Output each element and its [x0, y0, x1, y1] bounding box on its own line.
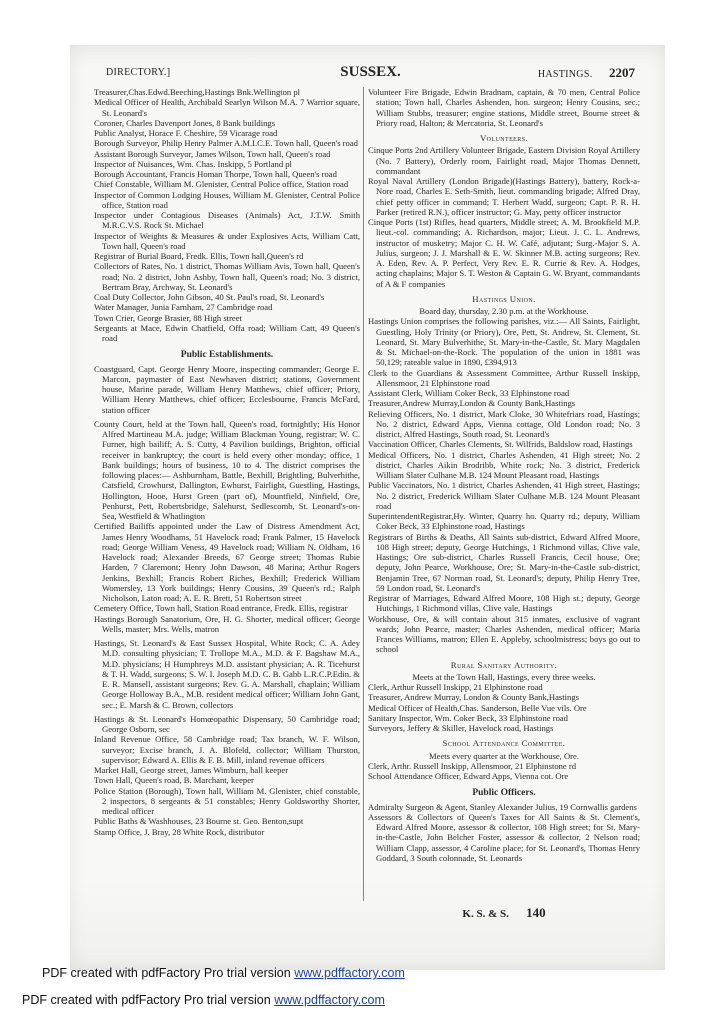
- union-entry: Medical Officers, No. 1 district, Charles Ashenden, 41 High street; No. 2 district, Charles Aikin Brodribb, White rock; No. 3 district, Frederick William Slater Culhane M.B. 124 Mount Pleasant road, Hastings: [368, 449, 640, 480]
- section-heading-rural-sanitary: Rural Sanitary Authority.: [450, 659, 558, 670]
- signature-code: K. S. & S.: [462, 908, 509, 920]
- watermark-link[interactable]: www.pdffactory.com: [274, 993, 385, 1007]
- directory-entry: Inspector of Weights & Measures & under Explosives Acts, William Catt, Town hall, Queen's road: [94, 230, 360, 251]
- directory-entry: Sergeants at Mace, Edwin Chatfield, Offa road; William Catt, 49 Queen's road: [94, 322, 360, 343]
- scanned-page: [70, 45, 665, 970]
- directory-entry: Town Crier, George Brasier, 88 High street: [94, 312, 242, 323]
- watermark-link[interactable]: www.pdffactory.com: [294, 966, 405, 980]
- page-number: 2207: [609, 65, 635, 80]
- pdf-watermark: [42, 966, 405, 980]
- union-entry: Registrars of Births & Deaths, All Saints sub-district, Edward Alfred Moore, 108 High street; deputy, George Hutchings, 1 Richmond villas, Clive vale, Hastings; Ore sub-district, Charles Russell Francis, Cecil house, Ore; deputy, John Pearce, Workhouse, Ore; St. Mary-in-the-Castle sub-district, Benjamin Tree, 67 Norman road, St. Leonard's; deputy, Philip Henry Tree, 59 London road, St. Leonard's: [368, 531, 640, 593]
- directory-entry: Inspector of Common Lodging Houses, William M. Glenister, Central Police office, Station road: [94, 189, 360, 210]
- establishment-entry: Hastings Borough Sanatorium, Ore, H. G. Shorter, medical officer; George Wells, master; Mrs. Wells, matron: [94, 613, 360, 634]
- running-head-left: DIRECTORY.]: [106, 67, 171, 78]
- left-column: [94, 87, 360, 837]
- volunteer-entry: Cinque Ports (1st) Rifles, head quarters, Middle street; A. M. Brookfield M.P. lieut.-col. commanding; A. Richardson, major; Lieut. J. C. L. Andrews, instructor of musketry; Major C. H. W. Café, adjutant; Surg.-Major S. A. Julius, surgeon; J. J. Marshall & E. W. Skinner M.B. acting surgeons; Rev. A. Eden, Rev. A. P. Perfect, Very Rev. E. R. Currie & Rev. A. Hodges, acting chaplains; Major S. T. Weston & Captain G. W. Bryant, commandants of A & F companies: [368, 217, 640, 289]
- running-head-right: [538, 65, 635, 81]
- school-entry: Clerk, Arthr. Russell Inskipp, Allensmoor, 21 Elphinstone rd: [368, 760, 577, 771]
- establishment-entry: Certified Bailiffs appointed under the Law of Distress Amendment Act, James Henry Woodhams, 51 Havelock road; Frank Palmer, 15 Havelock road; George William Veness, 49 Havelock road; William N. Oldham, 16 Havelock road; Alexander Breeds, 67 George street; Thomas Rubie Harden, 7 Claremont; Henry John Dawson, 48 Marina; Arthur Rogers Jenkins, Bexhill; Francis Robert Riches, Bexhill; Frederick William Womersley, 13 York buildings; Henry Cousins, 39 Queen's rd.; Ralph Nicholson, Laton road; A. E. R. Brett, 51 Robertson street: [94, 521, 360, 603]
- establishment-entry: Public Baths & Washhouses, 23 Bourne st. Geo. Benton,supt: [94, 816, 304, 827]
- column-divider: [363, 87, 364, 901]
- school-entry: School Attendance Officer, Edward Apps, Vienna cot. Ore: [368, 771, 569, 781]
- union-entry: Relieving Officers, No. 1 district, Mark Cloke, 30 Whitefriars road, Hastings; No. 2 district, Edward Apps, Vienna cottage, Old London road; No. 3 district, Alfred Hastings, South road, St. Leonard's: [368, 408, 640, 439]
- union-entry: Registrar of Marriages, Edward Alfred Moore, 108 High st.; deputy, George Hutchings, 1 Richmond villas, Clive vale, Hastings: [368, 593, 640, 614]
- directory-entry: Water Manager, Junia Farnham, 27 Cambridge road: [94, 302, 273, 313]
- directory-entry: Assistant Borough Surveyor, James Wilson, Town hall, Queen's road: [94, 148, 331, 159]
- union-entry: Assistant Clerk, William Coker Beck, 33 Elphinstone road: [368, 388, 570, 398]
- signature-number: 140: [526, 905, 546, 920]
- directory-entry: Inspector of Nuisances, Wm. Chas. Inskipp, 5 Portland pl: [94, 158, 292, 169]
- establishment-entry: Town Hall, Queen's road, B. Marchant, keeper: [94, 775, 254, 786]
- establishment-entry: Market Hall, George street, James Wimburn, hall keeper: [94, 765, 289, 775]
- directory-entry: Borough Accountant, Francis Homan Thorpe, Town hall, Queen's road: [94, 169, 337, 179]
- directory-entry: Public Analyst, Horace F. Cheshire, 59 Vicarage road: [94, 128, 278, 138]
- establishment-entry: Hastings, St. Leonard's & East Sussex Hospital, White Rock; C. A. Adey M.D. consulting physician; T. Trollope M.A., M.D. & F. Bagshaw M.A., M.D. physicians; H Humphreys M.D. assistant physician; A. R. Ticehurst & T. H. Wadd, surgeons; S. W. I. Joseph M.D. C. B. Gabb L.R.C.P.Edin. & E. R. Mansell, assistant surgeons; Rev. G. A. Marshall, chaplain; William George Holloway B.A., M.B. resident medical officer; William John Gant, sec.; E. Marsh & C. Brown, collectors: [94, 638, 360, 710]
- directory-entry: Registrar of Burial Board, Fredk. Ellis, Town hall,Queen's rd: [94, 251, 304, 261]
- running-head-place: HASTINGS.: [537, 69, 593, 80]
- directory-entry: Collectors of Rates, No. 1 district, Thomas William Avis, Town hall, Queen's road; No. 2 district, John Ashby, Town hall, Queen's road; No. 3 district, Bertram Bray, Archway, St. Leonard's: [94, 261, 360, 292]
- union-entry: Workhouse, Ore, & will contain about 315 inmates, exclusive of vagrant wards; John Pearce, master; Charles Ashenden, medical officer; Maria Frances Williams, matron; Ellen E. Appleby, schoolmistress; boys go out to school: [368, 613, 640, 655]
- union-note: Board day, thursday, 2.30 p.m. at the Workhouse.: [419, 306, 589, 316]
- volunteer-entry: Royal Naval Artillery (London Brigade)(Hastings Battery), battery, Rock-a-Nore road, Charles E. Seth-Smith, lieut. commanding brigade; Alfred Dray, chief petty officer in command; T. Herbert Wadd, surgeon; Capt. P. R. H. Parker (retired R.N.), officer instructor; G. May, petty officer instructor: [368, 176, 640, 217]
- rural-note: Meets at the Town Hall, Hastings, every three weeks.: [412, 671, 596, 682]
- directory-entry: Coroner, Charles Davenport Jones, 8 Bank buildings: [94, 117, 276, 128]
- right-column: [368, 87, 640, 863]
- volunteer-entry: Cinque Ports 2nd Artillery Volunteer Brigade, Eastern Division Royal Artillery (No. 7 Battery), Orderly room, Fairlight road, Major Thomas Dennett, commandant: [368, 145, 640, 176]
- establishment-entry: Stamp Office, J. Bray, 28 White Rock, distributor: [94, 826, 265, 837]
- directory-entry: Medical Officer of Health, Archibald Searlyn Wilson M.A. 7 Warrior square, St. Leonard's: [94, 97, 360, 118]
- school-note: Meets every quarter at the Workhouse, Ore.: [429, 750, 579, 761]
- union-entry: Treasurer,Andrew Murray,London & County Bank,Hastings: [368, 398, 576, 409]
- rural-entry: Treasurer, Andrew Murray, London & County Bank,Hastings: [368, 692, 579, 703]
- directory-entry: Chief Constable, William M. Glenister, Central Police office, Station road: [94, 179, 349, 190]
- union-entry: Clerk to the Guardians & Assessment Committee, Arthur Russell Inskipp, Allensmoor, 21 Elphinstone road: [368, 367, 640, 388]
- directory-entry: Inspector under Contagious Diseases (Animals) Act, J.T.W. Smith M.R.C.V.S. Rock St. Michael: [94, 210, 360, 231]
- establishment-entry: Hastings & St. Leonard's Homœopathic Dispensary, 50 Cambridge road; George Osborn, sec: [94, 713, 360, 734]
- directory-entry: Coal Duty Collector, John Gibson, 40 St. Paul's road, St. Leonard's: [94, 292, 325, 302]
- directory-entry: Treasurer,Chas.Edwd.Beeching,Hastings Bnk.Wellington pl: [94, 87, 301, 97]
- establishment-entry: Coastguard, Capt. George Henry Moore, inspecting commander; George E. Marcon, paymaster of East Newhaven district; stations, Government house, Marine parade, William Henry Matthews, chief officer; Priory, William Henry Matthews, chief officer; Ecclesbourne, Francis McFard, station officer: [94, 363, 360, 415]
- directory-entry: Volunteer Fire Brigade, Edwin Bradnam, captain, & 70 men, Central Police station; Town hall, Charles Ashenden, hon. surgeon; Henry Cousins, sec.; William Stubbs, treasurer; engine stations, Middle street, Bourne street & Priory road, Halton; & Mercatoria, St. Leonard's: [368, 87, 640, 128]
- directory-entry: Borough Surveyor, Philip Henry Palmer A.M.I.C.E. Town hall, Queen's road: [94, 138, 358, 149]
- union-entry: Hastings Union comprises the following parishes, viz.:— All Saints, Fairlight, Guestling, Holy Trinity (or Priory), Ore, Pett, St. Andrew, St. Clement, St. Leonard, St. Mary Bulverhithe, St. Mary-in-the-Castle, St. Mary Magdalen & St. Michael-on-the-Rock. The population of the union in 1881 was 50,129; rateable value in 1890, £394,913: [368, 316, 640, 368]
- establishment-entry: Police Station (Borough), Town hall, William M. Glenister, chief constable, 2 inspectors, 8 sergeants & 51 constables; Henry Goldsworthy Shorter, medical officer: [94, 785, 360, 816]
- section-heading-school-attendance: School Attendance Committee.: [442, 738, 566, 749]
- establishment-entry: Cemetery Office, Town hall, Station Road entrance, Fredk. Ellis, registrar: [94, 603, 348, 614]
- rural-entry: Surveyors, Jeffery & Skiller, Havelock road, Hastings: [368, 723, 554, 733]
- section-heading-public-officers: Public Officers.: [472, 788, 536, 799]
- watermark-text: PDF created with pdfFactory Pro trial version: [42, 966, 295, 980]
- officer-entry: Admiralty Surgeon & Agent, Stanley Alexander Julius, 19 Cornwallis gardens: [368, 801, 637, 812]
- pdf-watermark: [22, 993, 385, 1007]
- watermark-text: PDF created with pdfFactory Pro trial version: [22, 993, 275, 1007]
- union-entry: Vaccination Officer, Charles Clements, St. Wilfrids, Baldslow road, Hastings: [368, 439, 633, 450]
- rural-entry: Clerk, Arthur Russell Inskipp, 21 Elphinstone road: [368, 682, 543, 692]
- union-entry: Public Vaccinators, No. 1 district, Charles Ashenden, 41 High street, Hastings; No. 2 district, Frederick William Slater Culhane M.B. 124 Mount Pleasant road: [368, 480, 640, 511]
- section-heading-hastings-union: Hastings Union.: [472, 293, 536, 304]
- establishment-entry: Inland Revenue Office, 58 Cambridge road; Tax branch, W. F. Wilson, surveyor; Excise branch, J. A. Blofeld, collector; William Thurston, supervisor; Edward A. Ellis & F. B. Mill, inland revenue officers: [94, 734, 360, 765]
- running-head-county: SUSSEX.: [340, 64, 401, 80]
- establishment-entry: County Court, held at the Town hall, Queen's road, fortnightly; His Honor Alfred Martineau M.A. judge; William Blackman Young, registrar; W. C. Furner, high bailiff; A. S. Cutty, 4 Pavilion buildings, Brighton, official receiver in bankruptcy; the court is held every other monday; office, 1 Bank buildings; hours of business, 10 to 4. The district comprises the following places:— Ashburnham, Battle, Bexhill, Brightling, Bulverhithe, Catsfield, Crowhurst, Dallington, Ewhurst, Fairlight, Guestling, Hastings, Hollington, Hooe, Hurst Green (part of), Mountfield, Ninfield, Ore, Penhurst, Pett, Robertsbridge, Salehurst, Sedlescomb, St. Leonard's-on-Sea, Westfield & Whatlington: [94, 418, 360, 521]
- section-heading-volunteers: Volunteers.: [480, 133, 528, 143]
- rural-entry: Medical Officer of Health,Chas. Sanderson, Belle Vue vils. Ore: [368, 702, 587, 713]
- printer-signature: [368, 905, 640, 921]
- rural-entry: Sanitary Inspector, Wm. Coker Beck, 33 Elphinstone road: [368, 712, 568, 723]
- officer-entry: Assessors & Collectors of Queen's Taxes for All Saints & St. Clement's, Edward Alfred Moore, assessor & collector, 108 High street; for St. Mary-in-the-Castle, John Belcher Foster, assessor & collector, 2 Nelson road; William Clapp, assessor, 4 Caroline place; for St. Leonard's, Thomas Henry Goddard, 3 South colonnade, St. Leonards: [368, 811, 640, 863]
- section-heading-public-establishments: Public Establishments.: [180, 350, 274, 361]
- running-head: [106, 65, 635, 83]
- union-entry: SuperintendentRegistrar,Hy. Winter, Quarry ho. Quarry rd.; deputy, William Coker Beck, 33 Elphinstone road, Hastings: [368, 511, 640, 532]
